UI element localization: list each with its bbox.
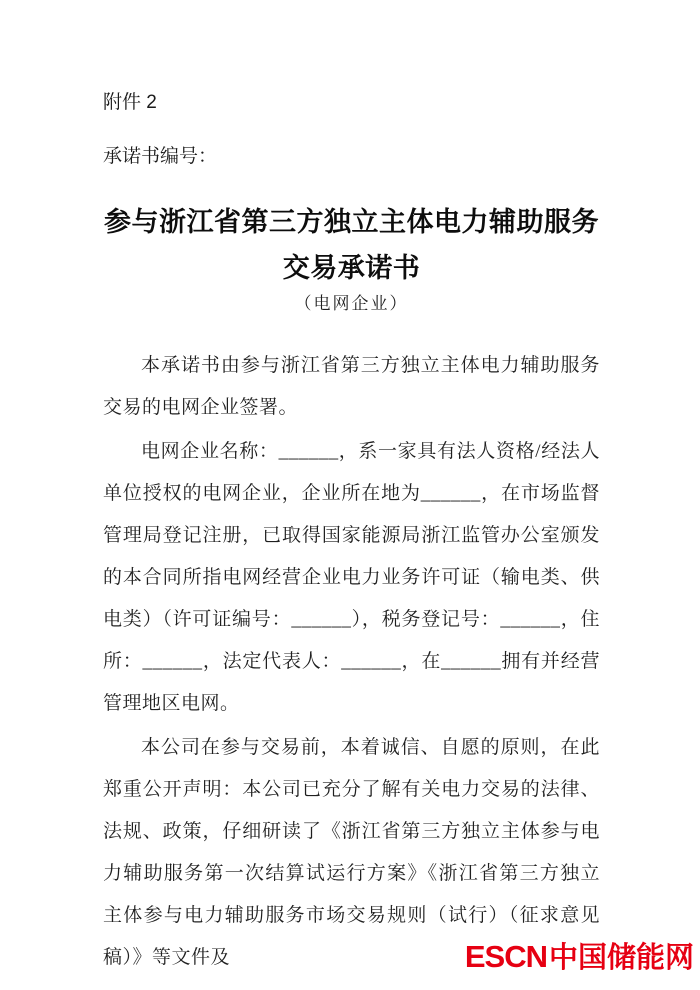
escn-logo-latin-text: ESCN	[464, 939, 547, 974]
annex-label: 附件 2	[103, 92, 157, 113]
escn-watermark-logo	[465, 940, 694, 980]
title-line-1: 参与浙江省第三方独立主体电力辅助服务	[104, 207, 599, 237]
paragraph-declaration: 本公司在参与交易前，本着诚信、自愿的原则，在此郑重公开声明：本公司已充分了解有关电力交易的法律、法规、政策，仔细研读了《浙江省第三方独立主体参与电力辅助服务第一次结算试运行方案》《浙江省第三方独立主体参与电力辅助服务市场交易规则（试行）（征求意见稿）》等文件及	[103, 737, 600, 968]
paragraph-intro: 本承诺书由参与浙江省第三方独立主体电力辅助服务交易的电网企业签署。	[103, 355, 600, 418]
paragraph-company-info: 电网企业名称：______，系一家具有法人资格/经法人单位授权的电网企业，企业所在地为______，在市场监督管理局登记注册，已取得国家能源局浙江监管办公室颁发的本合同所指电网经营企业电力业务许可证（输电类、供电类）（许可证编号：______），税务登记号：______，住所：______，法定代表人：______，在______拥有并经营管理地区电网。	[103, 441, 600, 714]
doc-number-label: 承诺书编号：	[103, 146, 218, 167]
document-title	[103, 199, 600, 291]
title-line-2: 交易承诺书	[282, 253, 421, 283]
escn-logo-chinese-text: 中国储能网	[548, 942, 694, 974]
document-subtitle: （电网企业）	[294, 294, 409, 313]
